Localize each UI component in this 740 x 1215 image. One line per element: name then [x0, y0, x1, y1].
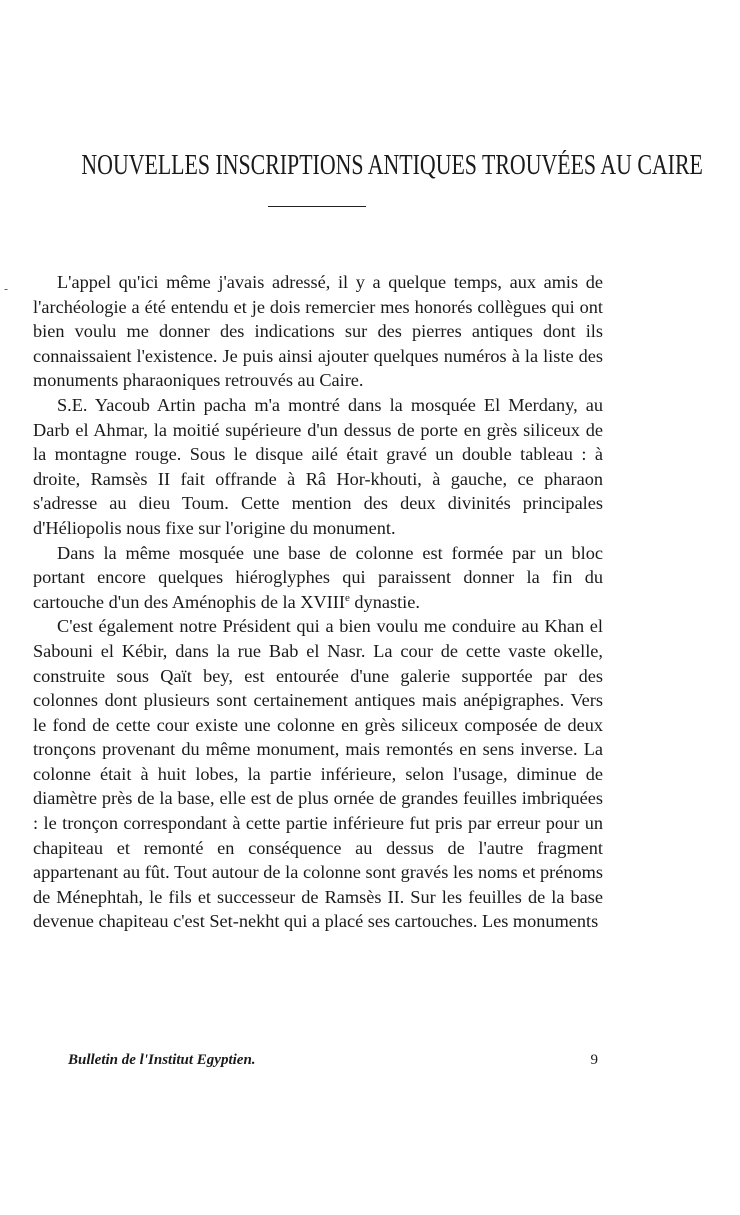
paragraph-1: L'appel qu'ici même j'avais adressé, il y a quelque temps, aux amis de l'archéologie a été entendu et je dois remercier mes honorés collègues qui ont bien voulu me donner des indications sur des pierres antiques dont ils connaissaient l'existence. Je puis ainsi ajouter quelques numéros à la liste des monuments pharaoniques retrouvés au Caire. — [33, 272, 603, 391]
margin-mark: - — [4, 282, 9, 296]
paragraph-3-end: dynastie. — [349, 591, 420, 612]
article-title: NOUVELLES INSCRIPTIONS ANTIQUES TROUVÉES AU CAIRE — [81, 150, 703, 181]
paragraph-3 — [33, 541, 603, 615]
title-divider — [268, 206, 366, 207]
ordinal-superscript: e — [344, 591, 350, 604]
paragraph-3-text: Dans la même mosquée une base de colonne est formée par un bloc portant encore quelques hiéroglyphes qui paraissent donner la fin du cartouche d'un des Aménophis de la XVIII — [33, 542, 603, 612]
paragraph-4: C'est également notre Président qui a bien voulu me conduire au Khan el Sabouni el Kébir, dans la rue Bab el Nasr. La cour de cette vaste okelle, construite sous Qaït bey, est entourée d'une galerie supportée par des colonnes dont plusieurs sont certainement antiques mais anépigraphes. Vers le fond de cette cour existe une colonne en grès siliceux composée de deux tronçons provenant du même monument, mais remontés en sens inverse. La colonne était à huit lobes, la partie inférieure, selon l'usage, diminue de diamètre près de la base, elle est de plus ornée de grandes feuilles imbriquées : le tronçon correspondant à cette partie inférieure fut pris par erreur pour un chapiteau et remonté en conséquence au dessus de l'autre fragment appartenant au fût. Tout autour de la colonne sont gravés les noms et prénoms de Ménephtah, le fils et successeur de Ramsès II. Sur les feuilles de la base devenue chapiteau c'est Set-nekht qui a placé ses cartouches. Les monuments — [33, 616, 603, 932]
paragraph-2: S.E. Yacoub Artin pacha m'a montré dans la mosquée El Merdany, au Darb el Ahmar, la moitié supérieure d'un dessus de porte en grès siliceux de la montagne rouge. Sous le disque ailé était gravé un double tableau : à droite, Ramsès II fait offrande à Râ Hor-khouti, à gauche, ce pharaon s'adresse au dieu Toum. Cette mention des deux divinités principales d'Héliopolis nous fixe sur l'origine du monument. — [33, 394, 603, 538]
page-footer — [68, 1052, 598, 1069]
page-number: 9 — [590, 1052, 598, 1068]
journal-name: Bulletin de l'Institut Egyptien. — [68, 1052, 256, 1068]
article-body — [33, 270, 603, 934]
